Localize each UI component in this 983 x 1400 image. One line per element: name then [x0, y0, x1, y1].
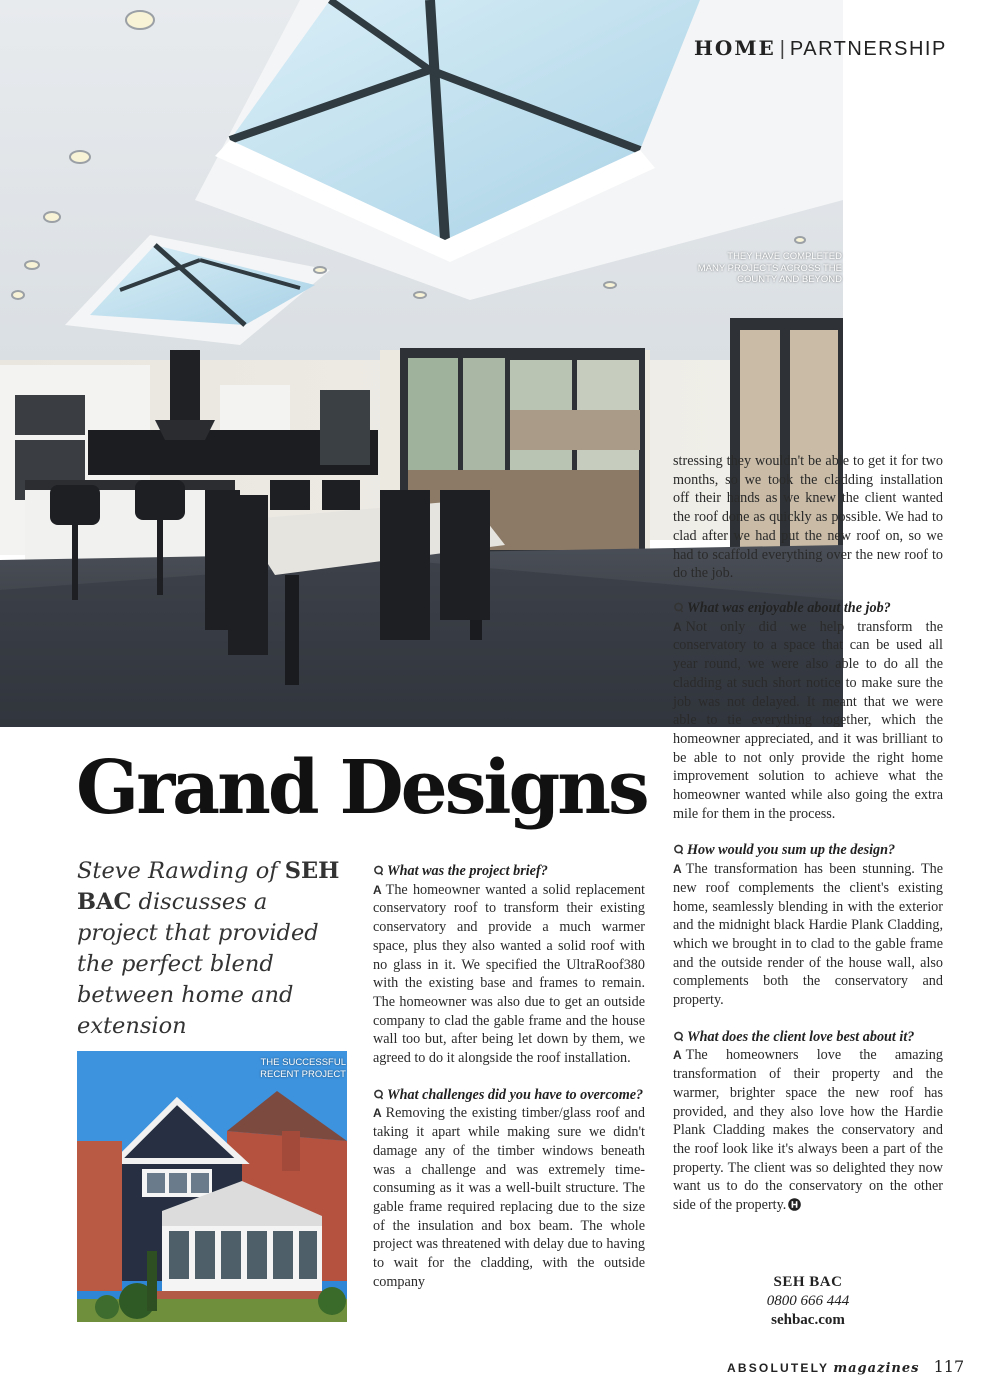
- project-caption-line: THE SUCCESSFUL: [260, 1057, 346, 1068]
- footer-brand: ABSOLUTELY: [727, 1361, 830, 1375]
- contact-company: SEH BAC: [773, 1274, 843, 1290]
- answer-text: Not only did we help transform the conservatory to a space that can be used all year round, we were also able to do all the cladding at such short notice to make sure the job was not delayed. It meant that we were able to tie everything together, which the homeowner appreciated, and it was brilliant to be able to not only provide the right home improvement solution to achieve what the homeowner wanted while also going the extra mile for them in the process.: [673, 618, 943, 822]
- project-photo-caption: [240, 1057, 346, 1080]
- answer-5: [673, 1046, 943, 1214]
- contact-website[interactable]: sehbac.com: [771, 1312, 845, 1328]
- project-caption-line: RECENT PROJECT: [260, 1068, 346, 1080]
- question-3: [673, 599, 943, 618]
- answer-marker: A: [373, 882, 382, 897]
- answer-marker: A: [673, 619, 682, 634]
- answer-text: The homeowners love the amazing transformation of their property and the warmer, brighter space the new roof has provided, and they also love how the Hardie Plank Cladding makes the conservatory and the roof look like it's always been a part of the property. The client was so delighted they now want us to do the conservatory on the other side of the property.: [673, 1047, 943, 1214]
- section-separator: |: [779, 38, 786, 60]
- standfirst-lead: Steve Rawding of: [77, 858, 285, 884]
- page-footer: [727, 1357, 964, 1376]
- answer-text: The transformation has been stunning. The new roof complements the client's existing home, seamlessly blending in with the exterior and the midnight black Hardie Plank Cladding, which we brought in to clad to the gable frame and the outside render of the house wall, also complements both the conservatory and property.: [673, 861, 943, 1009]
- question-pin-icon: [373, 1089, 384, 1100]
- question-pin-icon: [673, 844, 684, 855]
- contact-block: [673, 1273, 943, 1330]
- question-text: How would you sum up the design?: [687, 842, 896, 859]
- body-column-right-top: [673, 452, 943, 583]
- question-text: What was enjoyable about the job?: [687, 600, 891, 616]
- hero-caption-line: MANY PROJECTS ACROSS THE: [697, 262, 842, 274]
- question-text: What does the client love best about it?: [687, 1028, 915, 1045]
- answer-2-continued: stressing they wouldn't be able to get it for two months, so we took the cladding installation off their hands as we knew the client wanted the roof done as quickly as possible. We had to clad after we had put the new roof on, so we had to scaffold everything over the new roof to do the job.: [673, 453, 943, 582]
- question-text: What was the project brief?: [387, 863, 548, 879]
- question-4: [673, 841, 943, 860]
- subsection-label: PARTNERSHIP: [789, 38, 947, 60]
- article-end-icon: [788, 1198, 801, 1211]
- question-pin-icon: [673, 1031, 684, 1042]
- page-number: 117: [933, 1357, 965, 1376]
- article-title: Grand Designs: [76, 745, 647, 831]
- answer-3: [673, 618, 943, 824]
- section-label: HOME: [694, 36, 776, 60]
- body-column-right: [673, 599, 943, 1215]
- question-pin-icon: [673, 602, 684, 613]
- answer-4: [673, 860, 943, 1010]
- standfirst: [77, 856, 347, 1042]
- standfirst-rest: discusses a project that provided the perfect blend between home and extension: [77, 889, 319, 1039]
- answer-2: [373, 1104, 645, 1291]
- contact-phone: 0800 666 444: [766, 1293, 850, 1309]
- standfirst-company: SEH BAC: [77, 858, 340, 915]
- footer-magazine: magazines: [833, 1361, 920, 1376]
- answer-1: [373, 881, 645, 1068]
- section-header: [694, 36, 947, 61]
- hero-caption-line: COUNTY AND BEYOND: [737, 274, 842, 285]
- answer-marker: A: [673, 1048, 682, 1063]
- answer-marker: A: [673, 862, 682, 877]
- hero-caption: [690, 251, 842, 286]
- answer-marker: A: [373, 1106, 382, 1121]
- project-photo: [77, 1051, 347, 1322]
- question-1: [373, 862, 645, 881]
- question-2: [373, 1086, 645, 1105]
- hero-caption-line: THEY HAVE COMPLETED: [727, 251, 842, 262]
- answer-text: The homeowner wanted a solid replacement conservatory roof to transform their existing conservatory and provide a much warmer space, plus they also wanted a solid roof with no glass in it. We specified the UltraRoof380 with the existing base and frames to remain. The homeowner was also due to get an outside company to clad the gable frame and the house wall too but, after being let down by them, we agreed to do it alongside the roof installation.: [373, 881, 645, 1067]
- question-text: What challenges did you have to overcome?: [387, 1086, 644, 1103]
- answer-text: Removing the existing timber/glass roof and taking it apart while making sure we didn't damage any of the timber windows beneath was a challenge and was extremely time-consuming as it was a well-built structure. The gable frame required replacing due to the size of the insulation and box beam. The whole project was threatened with delay due to having to wait for the cladding, with the outside company: [373, 1105, 645, 1290]
- question-pin-icon: [373, 865, 384, 876]
- question-5: [673, 1028, 943, 1047]
- body-column-middle: [373, 862, 645, 1291]
